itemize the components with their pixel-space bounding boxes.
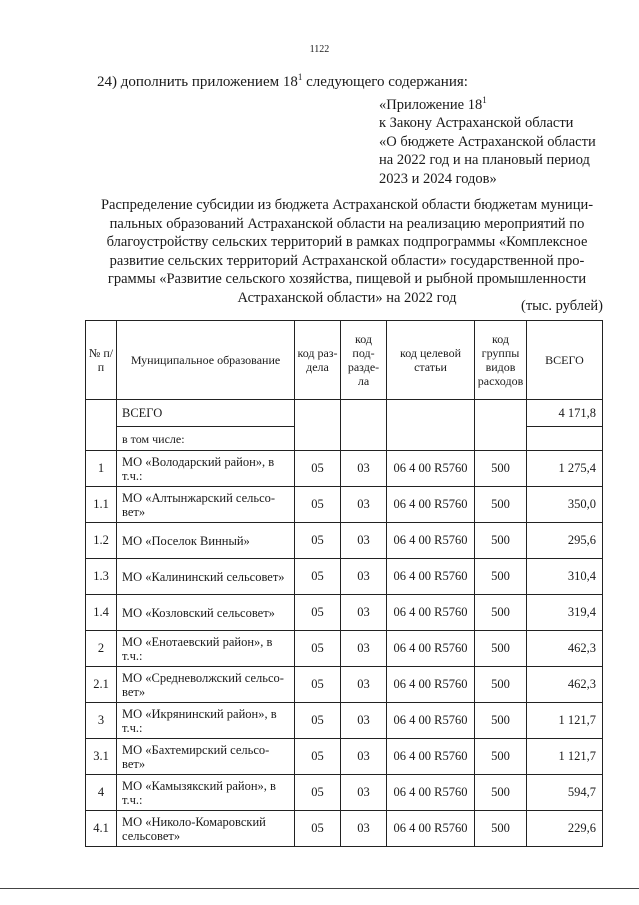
total-label: ВСЕГО (117, 400, 295, 427)
row-section: 05 (295, 631, 341, 667)
row-total-value: 319,4 (527, 595, 603, 631)
row-expense: 500 (475, 667, 527, 703)
row-target: 06 4 00 R5760 (387, 667, 475, 703)
row-name: МО «Козловский сельсовет» (117, 595, 295, 631)
row-section: 05 (295, 451, 341, 487)
title-line-6: Астраханской области» на 2022 год (237, 289, 457, 306)
title-line-3: благоустройству сельских территорий в рамках подпрограммы «Комплексное (106, 234, 588, 251)
row-num: 3.1 (86, 739, 117, 775)
total-target-cell (387, 400, 475, 451)
row-total-value: 350,0 (527, 487, 603, 523)
row-num: 2.1 (86, 667, 117, 703)
row-target: 06 4 00 R5760 (387, 523, 475, 559)
row-subsection: 03 (341, 523, 387, 559)
row-name: МО «Средневолжский сельсо-вет» (117, 667, 295, 703)
row-section: 05 (295, 703, 341, 739)
amendment-line (97, 72, 468, 91)
row-target: 06 4 00 R5760 (387, 451, 475, 487)
row-subsection: 03 (341, 775, 387, 811)
row-total-value: 229,6 (527, 811, 603, 847)
row-name: МО «Володарский район», в т.ч.: (117, 451, 295, 487)
header-total: ВСЕГО (527, 321, 603, 400)
row-subsection: 03 (341, 595, 387, 631)
page-number: 1122 (309, 44, 330, 55)
row-name: МО «Поселок Винный» (117, 523, 295, 559)
row-expense: 500 (475, 595, 527, 631)
row-expense: 500 (475, 811, 527, 847)
including-total-cell (527, 427, 603, 451)
row-section: 05 (295, 811, 341, 847)
row-name: МО «Бахтемирский сельсо-вет» (117, 739, 295, 775)
row-target: 06 4 00 R5760 (387, 595, 475, 631)
row-target: 06 4 00 R5760 (387, 811, 475, 847)
table-row (86, 703, 603, 739)
row-expense: 500 (475, 631, 527, 667)
row-name: МО «Николо-Комаровский сельсовет» (117, 811, 295, 847)
row-section: 05 (295, 667, 341, 703)
appendix-line-3: «О бюджете Астраханской области (379, 133, 596, 150)
row-name: МО «Калининский сельсовет» (117, 559, 295, 595)
including-label: в том числе: (117, 427, 295, 451)
table-row (86, 811, 603, 847)
row-subsection: 03 (341, 451, 387, 487)
row-total-value: 1 121,7 (527, 739, 603, 775)
total-num-cell (86, 400, 117, 451)
row-subsection: 03 (341, 487, 387, 523)
subsidy-table (85, 320, 603, 847)
appendix-superscript: 1 (482, 95, 487, 105)
header-name: Муниципальное образование (117, 321, 295, 400)
row-name: МО «Енотаевский район», в т.ч.: (117, 631, 295, 667)
row-num: 1.4 (86, 595, 117, 631)
page-bottom-rule (0, 888, 639, 889)
appendix-line-1 (379, 91, 629, 114)
title-line-2: пальных образований Астраханской области на реализацию мероприятий по (109, 215, 585, 232)
row-subsection: 03 (341, 811, 387, 847)
table-row (86, 739, 603, 775)
row-num: 4 (86, 775, 117, 811)
row-num: 1 (86, 451, 117, 487)
row-section: 05 (295, 523, 341, 559)
title-line-5: граммы «Развитие сельского хозяйства, пищевой и рыбной промышленности (107, 271, 587, 288)
row-expense: 500 (475, 559, 527, 595)
row-section: 05 (295, 739, 341, 775)
row-expense: 500 (475, 451, 527, 487)
table-row (86, 595, 603, 631)
row-subsection: 03 (341, 667, 387, 703)
row-expense: 500 (475, 487, 527, 523)
row-section: 05 (295, 559, 341, 595)
total-subsection-cell (341, 400, 387, 451)
row-num: 1.1 (86, 487, 117, 523)
appendix-line-1-text: «Приложение 18 (379, 96, 483, 113)
row-target: 06 4 00 R5760 (387, 739, 475, 775)
row-num: 4.1 (86, 811, 117, 847)
table-row (86, 559, 603, 595)
row-target: 06 4 00 R5760 (387, 487, 475, 523)
title-line-1: Распределение субсидии из бюджета Астраханской области бюджетам муници- (100, 197, 594, 213)
row-target: 06 4 00 R5760 (387, 703, 475, 739)
appendix-line-5: 2023 и 2024 годов» (379, 170, 497, 187)
total-section-cell (295, 400, 341, 451)
title-line-4: развитие сельских территорий Астраханской области» государственной про- (109, 252, 585, 269)
row-num: 2 (86, 631, 117, 667)
row-section: 05 (295, 775, 341, 811)
appendix-line-4: на 2022 год и на плановый период (379, 152, 590, 169)
row-section: 05 (295, 487, 341, 523)
row-total-value: 1 275,4 (527, 451, 603, 487)
row-total-value: 462,3 (527, 667, 603, 703)
appendix-line-2: к Закону Астраханской области (379, 115, 574, 132)
row-total-value: 462,3 (527, 631, 603, 667)
row-target: 06 4 00 R5760 (387, 631, 475, 667)
table-row (86, 487, 603, 523)
table-header-row (86, 321, 603, 400)
row-num: 3 (86, 703, 117, 739)
amendment-superscript: 1 (297, 72, 303, 82)
header-section: код раз-дела (295, 321, 341, 400)
row-subsection: 03 (341, 703, 387, 739)
row-name: МО «Алтынжарский сельсо-вет» (117, 487, 295, 523)
amendment-text: 24) дополнить приложением 18 (97, 74, 298, 90)
table-row (86, 451, 603, 487)
row-total-value: 1 121,7 (527, 703, 603, 739)
header-subsection: код под-разде-ла (341, 321, 387, 400)
row-total-value: 594,7 (527, 775, 603, 811)
row-num: 1.2 (86, 523, 117, 559)
row-total-value: 310,4 (527, 559, 603, 595)
row-expense: 500 (475, 703, 527, 739)
header-target: код целевой статьи (387, 321, 475, 400)
row-name: МО «Камызякский район», в т.ч.: (117, 775, 295, 811)
row-name: МО «Икрянинский район», в т.ч.: (117, 703, 295, 739)
header-expense: код группы видов расходов (475, 321, 527, 400)
row-expense: 500 (475, 775, 527, 811)
row-expense: 500 (475, 523, 527, 559)
amendment-suffix: следующего содержания: (302, 74, 468, 90)
table-row (86, 667, 603, 703)
total-expense-cell (475, 400, 527, 451)
table-row (86, 775, 603, 811)
row-total-value: 295,6 (527, 523, 603, 559)
table-row (86, 523, 603, 559)
row-num: 1.3 (86, 559, 117, 595)
total-value: 4 171,8 (527, 400, 603, 427)
row-subsection: 03 (341, 739, 387, 775)
row-subsection: 03 (341, 631, 387, 667)
header-num: № п/п (86, 321, 117, 400)
document-title (87, 196, 607, 308)
table-row (86, 631, 603, 667)
table-total-row (86, 400, 603, 427)
row-expense: 500 (475, 739, 527, 775)
row-target: 06 4 00 R5760 (387, 775, 475, 811)
unit-note: (тыс. рублей) (521, 298, 603, 314)
appendix-reference (379, 91, 629, 188)
row-target: 06 4 00 R5760 (387, 559, 475, 595)
row-subsection: 03 (341, 559, 387, 595)
row-section: 05 (295, 595, 341, 631)
